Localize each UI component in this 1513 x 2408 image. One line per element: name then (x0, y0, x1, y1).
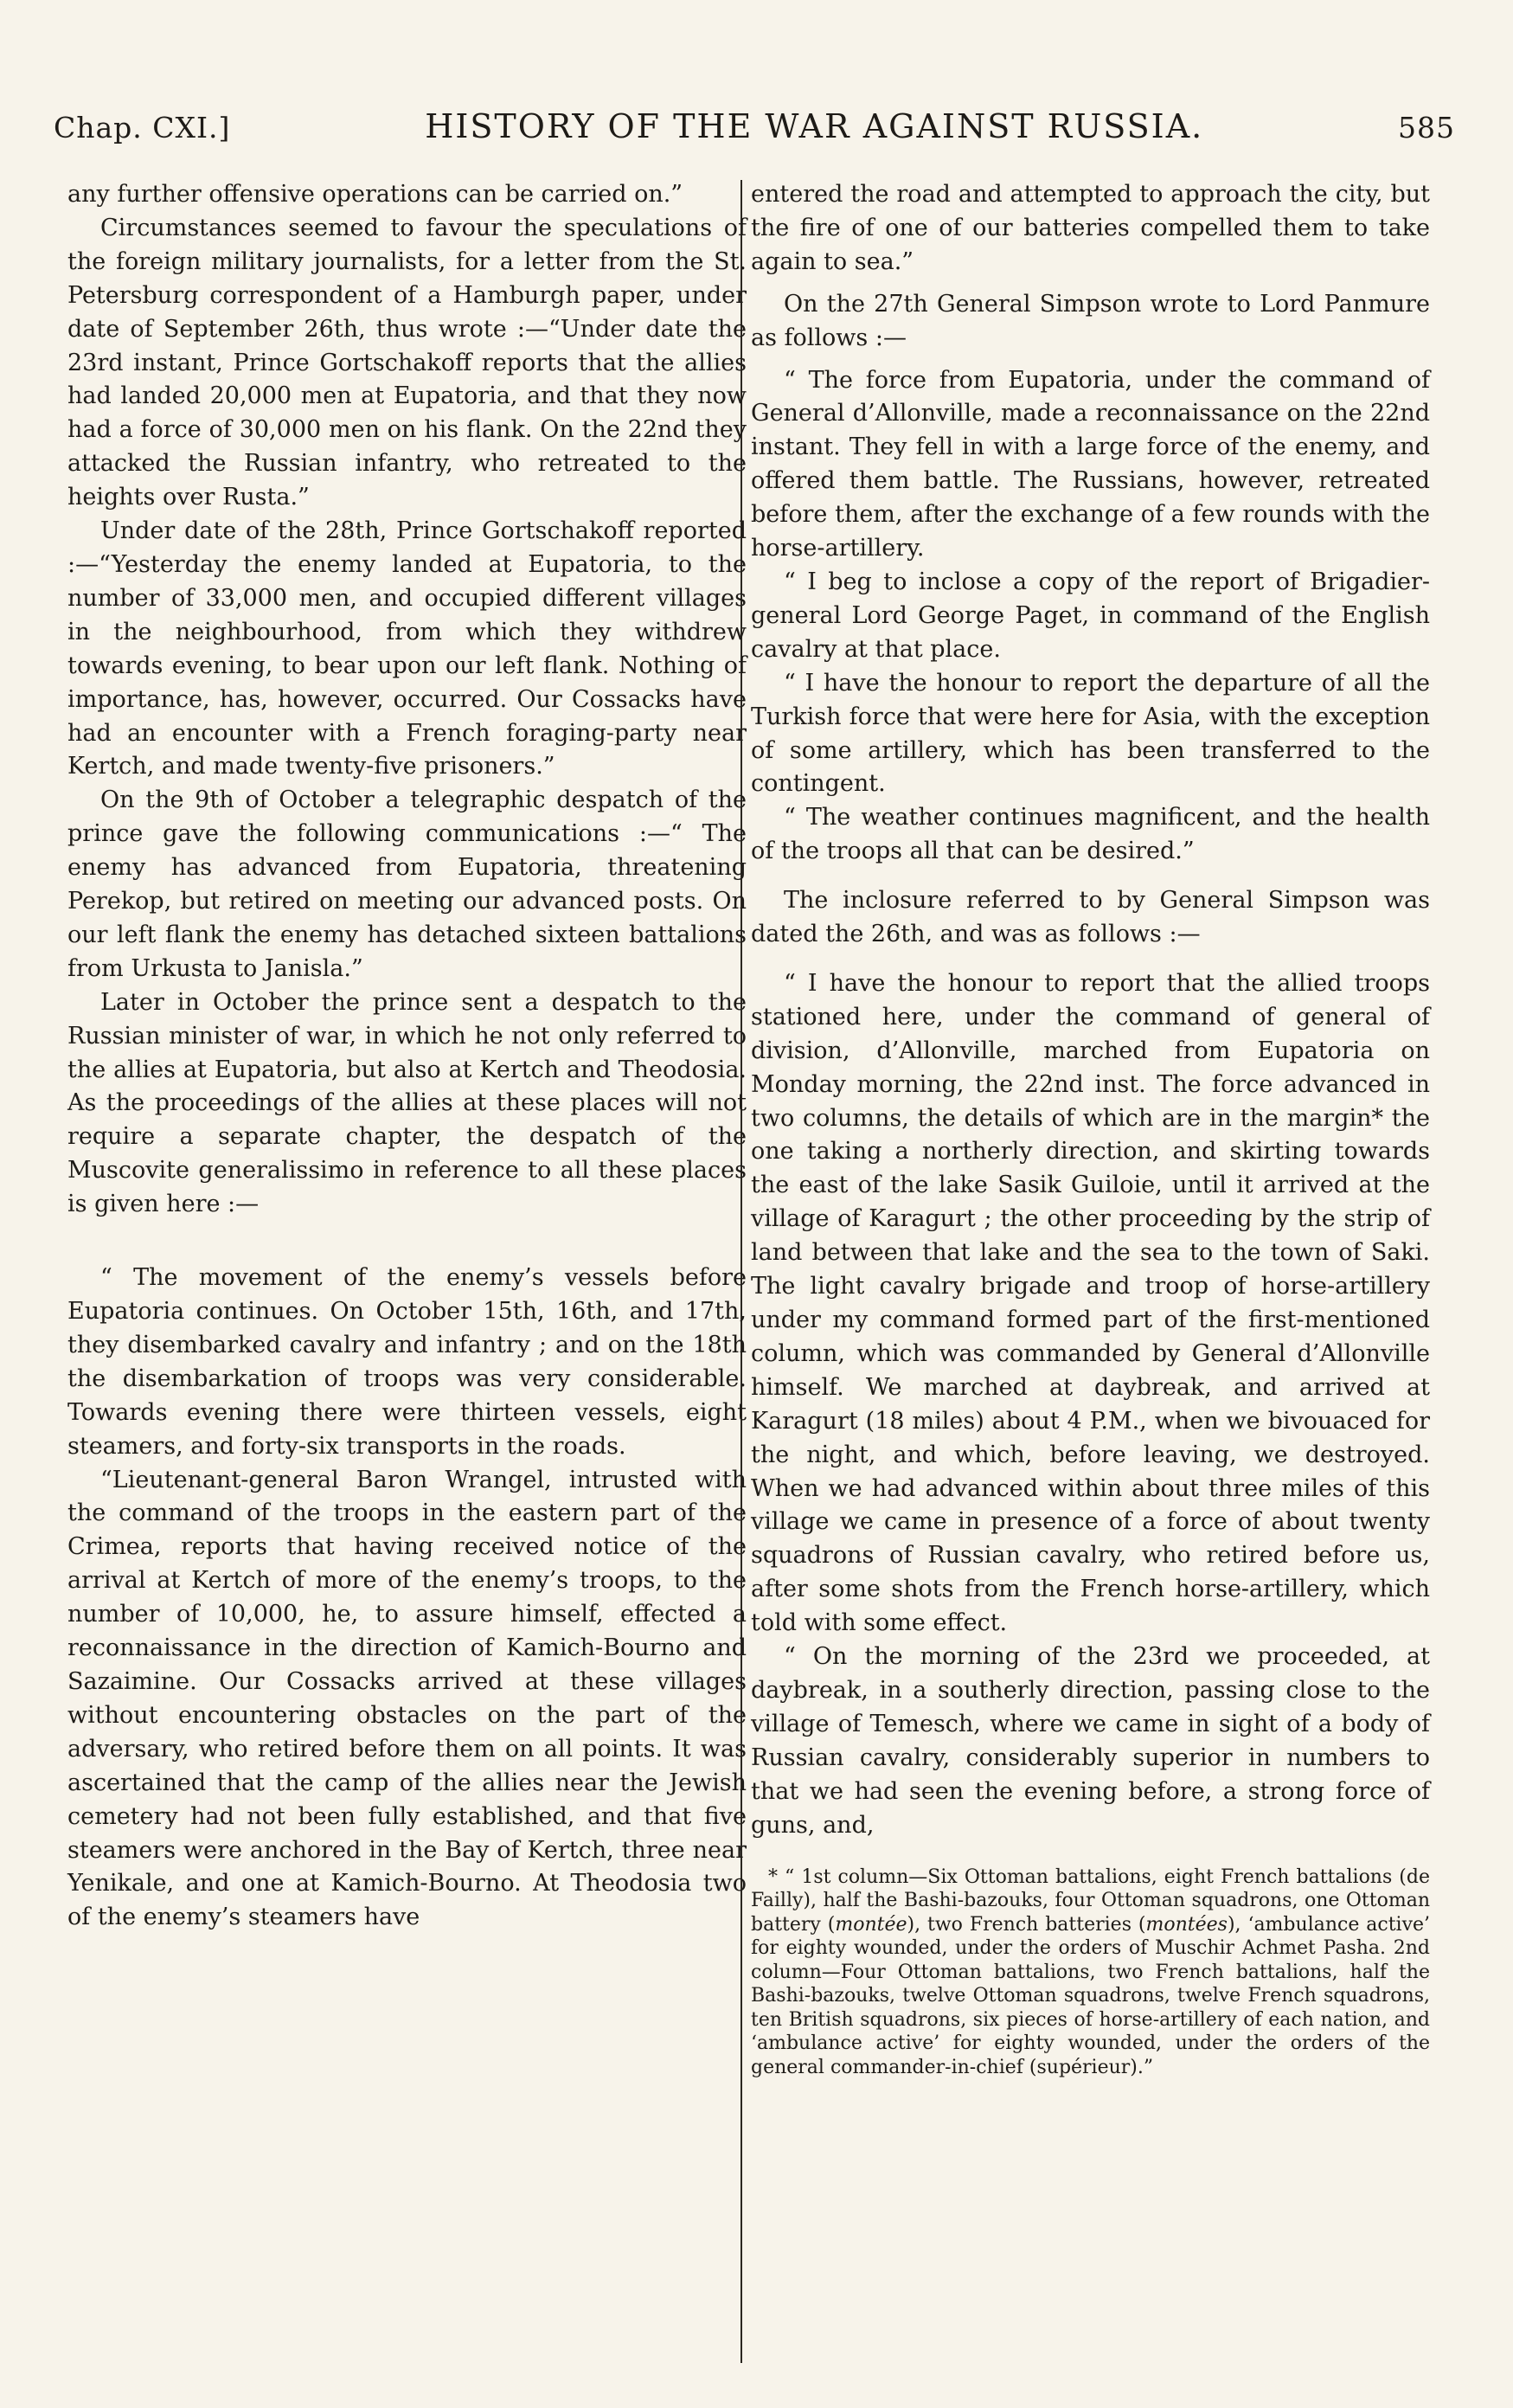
paragraph: “ The weather continues magnificent, and the health of the troops all that can be desired.” (751, 804, 1430, 865)
paragraph: “ I have the honour to report the departure of all the Turkish force that were here for Asia, with the exception of some artillery, which has been transferred to the contingent. (751, 669, 1430, 798)
paragraph: “Lieutenant-general Baron Wrangel, intrusted with the command of the troops in the eastern part of the Crimea, reports that having received notice of the arrival at Kertch of more of the enemy’s troops, to the number of 10,000, he, to assure himself, effected a reconnaissance in the direction of Kamich-Bourno and Sazaimine. Our Cossacks arrived at these villages without encountering obstacles on the part of the adversary, who retired before them on all points. It was ascertained that the camp of the allies near the Jewish cemetery had not been fully established, and that five steamers were anchored in the Bay of Kertch, three near Yenikale, and one at Kamich-Bourno. At Theodosia two of the enemy’s steamers have (67, 1466, 747, 1931)
footnote (751, 1865, 1430, 2080)
paragraph: Later in October the prince sent a despatch to the Russian minister of war, in which he not only referred to the allies at Eupatoria, but also at Kertch and Theodosia. As the proceedings of the allies at these places will not require a separate chapter, the despatch of the Muscovite generalissimo in reference to all these places is given here :— (67, 988, 747, 1218)
paragraph: entered the road and attempted to approach the city, but the fire of one of our batteries compelled them to take again to sea.” (751, 181, 1430, 275)
paragraph: The inclosure referred to by General Simpson was dated the 26th, and was as follows :— (751, 887, 1430, 948)
page-number: 585 (1397, 111, 1455, 144)
right-column (751, 178, 1430, 2079)
paragraph: “ The movement of the enemy’s vessels before Eupatoria continues. On October 15th, 16th, and 17th, they disembarked cavalry and infantry ; and on the 18th the disembarkation of troops was very considerable. Towards evening there were thirteen vessels, eight steamers, and forty-six transports in the roads. (67, 1264, 747, 1460)
running-header (54, 107, 1455, 159)
footnote-marker: * (768, 1865, 778, 1888)
paragraph: “ I beg to inclose a copy of the report of Brigadier-general Lord George Paget, in command of the English cavalry at that place. (751, 568, 1430, 663)
paragraph: On the 27th General Simpson wrote to Lord Panmure as follows :— (751, 290, 1430, 351)
paragraph: Circumstances seemed to favour the speculations of the foreign military journalists, for a letter from the St. Petersburg correspondent of a Hamburgh paper, under date of September 26th, thus wrote :—“Under date the 23rd instant, Prince Gortschakoff reports that the allies had landed 20,000 men at Eupatoria, and that they now had a force of 30,000 men on his flank. On the 22nd they attacked the Russian infantry, who retreated to the heights over Rusta.” (67, 214, 747, 511)
footnote-text: * “ 1st column—Six Ottoman battalions, eight French battalions (de Failly), half the Bashi-bazouks, four Ottoman squadrons, one Ottoman battery (montée), two French batteries (montées), ‘ambulance active’ for eighty wounded, under the orders of Muschir Achmet Pasha. 2nd column—Four Ottoman battalions, two French battalions, half the Bashi-bazouks, twelve Ottoman squadrons, twelve French squadrons, ten British squadrons, six pieces of horse-artillery of each nation, and ‘ambulance active’ for eighty wounded, under the orders of the general commander-in-chief (supérieur).” (751, 1865, 1431, 2078)
paragraph: On the 9th of October a telegraphic despatch of the prince gave the following communications :—“ The enemy has advanced from Eupatoria, threatening Perekop, but retired on meeting our advanced posts. On our left flank the enemy has detached sixteen battalions from Urkusta to Janisla.” (67, 787, 747, 982)
paragraph: “ The force from Eupatoria, under the command of General d’Allonville, made a reconnaissance on the 22nd instant. They fell in with a large force of the enemy, and offered them battle. The Russians, however, retreated before them, after the exchange of a few rounds with the horse-artillery. (751, 366, 1430, 562)
chapter-label: Chap. CXI.] (54, 111, 231, 144)
paragraph: Under date of the 28th, Prince Gortschakoff reported :—“Yesterday the enemy landed at Eupatoria, to the number of 33,000 men, and occupied different villages in the neighbourhood, from which they withdrew towards evening, to bear upon our left flank. Nothing of importance, has, however, occurred. Our Cossacks have had an encounter with a French foraging-party near Kertch, and made twenty-five prisoners.” (67, 517, 747, 780)
paragraph: “ I have the honour to report that the allied troops stationed here, under the command of general of division, d’Allonville, marched from Eupatoria on Monday morning, the 22nd inst. The force advanced in two columns, the details of which are in the margin* the one taking a northerly direction, and skirting towards the east of the lake Sasik Guiloie, until it arrived at the village of Karagurt ; the other proceeding by the strip of land between that lake and the sea to the town of Saki. The light cavalry brigade and troop of horse-artillery under my command formed part of the first-mentioned column, which was commanded by General d’Allonville himself. We marched at daybreak, and arrived at Karagurt (18 miles) about 4 P.M., when we bivouaced for the night, and which, before leaving, we destroyed. When we had advanced within about three miles of this village we came in presence of a force of about twenty squadrons of Russian cavalry, who retired before us, after some shots from the French horse-artillery, which told with some effect. (751, 969, 1430, 1637)
paragraph: “ On the morning of the 23rd we proceeded, at daybreak, in a southerly direction, passing close to the village of Temesch, where we came in sight of a body of Russian cavalry, considerably superior in numbers to that we had seen the evening before, a strong force of guns, and, (751, 1643, 1430, 1839)
left-column (67, 178, 747, 1935)
paragraph: any further offensive operations can be carried on.” (67, 181, 683, 208)
running-title: HISTORY OF THE WAR AGAINST RUSSIA. (425, 107, 1204, 145)
